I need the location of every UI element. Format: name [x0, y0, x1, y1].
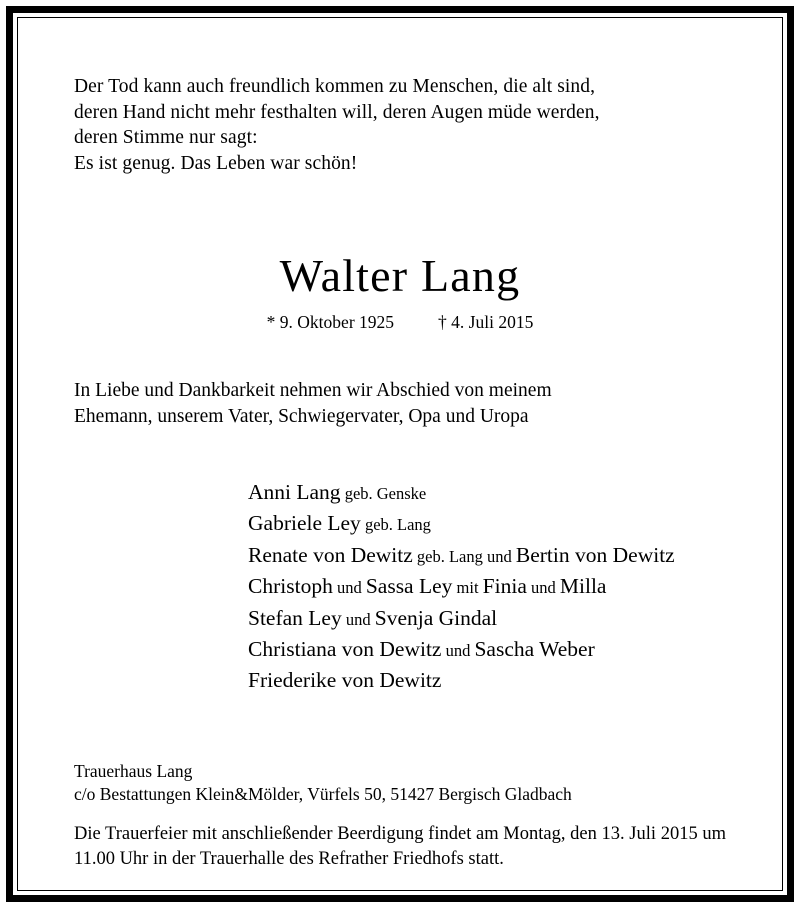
family-member-name: Milla: [559, 574, 607, 599]
death-date: † 4. Juli 2015: [438, 312, 534, 332]
family-line: [248, 572, 726, 603]
opening-verse: [74, 74, 726, 176]
family-connector-text: geb. Genske: [340, 484, 427, 503]
verse-line: Der Tod kann auch freundlich kommen zu Menschen, die alt sind,: [74, 76, 596, 97]
family-member-name: Christoph: [248, 574, 333, 599]
family-member-name: Sascha Weber: [474, 637, 595, 662]
family-line: [248, 604, 726, 635]
verse-line: deren Hand nicht mehr festhalten will, deren Augen müde werden,: [74, 101, 600, 123]
family-line: [248, 635, 726, 666]
family-member-name: Anni Lang: [248, 480, 341, 504]
birth-date: * 9. Oktober 1925: [266, 312, 395, 332]
family-member-name: Christiana von Dewitz: [248, 637, 442, 662]
family-list: [74, 478, 726, 698]
mourning-house-name: Trauerhaus Lang: [74, 760, 193, 781]
verse-line: deren Stimme nur sagt:: [74, 127, 258, 148]
family-connector-text: und: [526, 578, 560, 598]
family-member-name: Svenja Gindal: [374, 605, 498, 630]
dedication-line: In Liebe und Dankbarkeit nehmen wir Abschied von meinem: [74, 380, 552, 401]
deceased-name: Walter Lang: [279, 250, 521, 301]
obituary-notice-card: [6, 6, 794, 902]
family-member-name: Friederike von Dewitz: [248, 668, 442, 693]
family-connector-text: und: [441, 641, 475, 661]
family-member-name: Gabriele Ley: [248, 511, 361, 536]
family-line: [248, 509, 726, 540]
family-connector-text: mit: [452, 578, 483, 598]
family-member-name: Sassa Ley: [365, 574, 453, 599]
dedication-line: Ehemann, unserem Vater, Schwiegervater, Opa und Uropa: [74, 406, 529, 427]
notice-footer: [74, 760, 726, 873]
family-line: [248, 541, 726, 572]
mourning-house-block: [74, 760, 726, 806]
family-connector-text: und: [332, 578, 366, 598]
verse-line: Es ist genug. Das Leben war schön!: [74, 152, 358, 174]
ceremony-details: Die Trauerfeier mit anschließender Beerdigung findet am Montag, den 13. Juli 2015 um 11.00 Uhr in der Trauerhalle des Refrather Friedhofs statt.: [74, 823, 726, 870]
family-member-name: Finia: [482, 574, 527, 599]
family-line: [248, 666, 726, 697]
family-connector-text: geb. Lang: [360, 515, 431, 535]
life-dates: [74, 311, 726, 333]
family-member-name: Stefan Ley: [248, 605, 342, 630]
family-connector-text: und: [341, 609, 375, 629]
family-connector-text: geb. Lang und: [412, 546, 516, 566]
deceased-name-block: [74, 250, 726, 333]
family-member-name: Bertin von Dewitz: [515, 542, 675, 567]
inner-border-rule: [17, 17, 783, 891]
notice-page: [18, 18, 782, 890]
mourning-house-address: c/o Bestattungen Klein&Mölder, Vürfels 50, 51427 Bergisch Gladbach: [74, 783, 572, 804]
family-member-name: Renate von Dewitz: [248, 542, 413, 567]
family-line: [248, 478, 726, 509]
dedication-text: [74, 378, 726, 430]
